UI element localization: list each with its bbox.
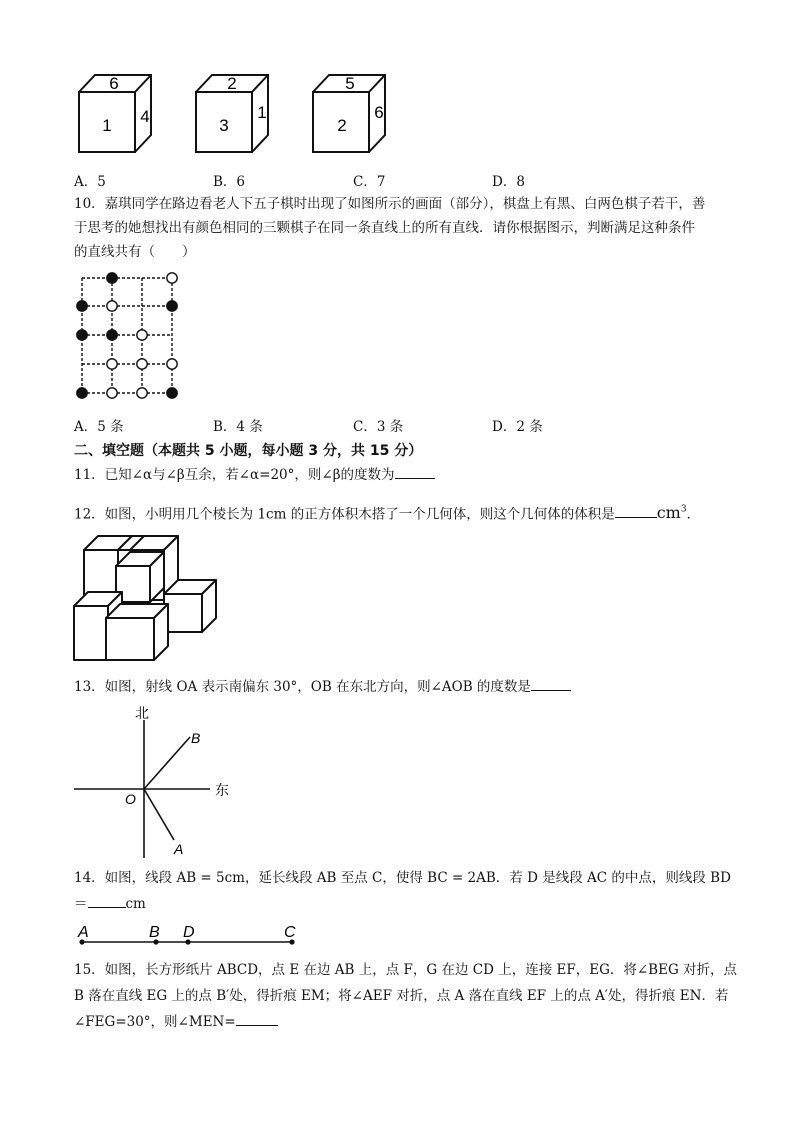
q13-text: 13．如图，射线 OA 表示南偏东 30°，OB 在东北方向，则∠AOB 的度数是 bbox=[74, 679, 531, 695]
cube-3-side: 6 bbox=[374, 103, 384, 122]
q11-answer-blank[interactable] bbox=[395, 464, 435, 479]
point-a-label: A bbox=[174, 841, 184, 857]
east-label: 东 bbox=[215, 783, 229, 799]
q15-text-line3: ∠FEG=30°，则∠MEN= bbox=[74, 1014, 236, 1030]
cube-2-top: 2 bbox=[227, 74, 237, 93]
q13-direction-figure bbox=[70, 700, 240, 860]
cube-1-top: 6 bbox=[109, 74, 119, 93]
q12-unit: $cm^3$ bbox=[656, 503, 687, 523]
q9-option-c: C．7 bbox=[353, 174, 386, 190]
board-grid bbox=[82, 278, 172, 393]
q15-text-line1: 15．如图，长方形纸片 ABCD，点 E 在边 AB 上，点 F，G 在边 CD 上，连接 EF，EG．将∠BEG 对折，点 bbox=[74, 962, 738, 978]
white-stone bbox=[137, 359, 147, 369]
cube-2-side: 1 bbox=[257, 103, 267, 122]
q15-answer-blank[interactable] bbox=[236, 1011, 278, 1026]
q15-question-line3 bbox=[74, 1011, 278, 1032]
q12-blocks-figure bbox=[70, 532, 225, 664]
q14-segment-figure bbox=[70, 918, 310, 950]
point-a-label: A bbox=[78, 924, 89, 941]
q14-unit: cm bbox=[125, 896, 146, 912]
cube-3-front: 2 bbox=[337, 116, 347, 135]
q10-text-line2: 于思考的她想找出有颜色相同的三颗棋子在同一条直线上的所有直线．请你根据图示，判断满足这种条件 bbox=[74, 220, 695, 236]
section-heading-fill-in: 二、填空题（本题共 5 小题，每小题 3 分，共 15 分） bbox=[74, 443, 423, 459]
q14-equals: ＝ bbox=[74, 896, 88, 912]
q14-answer-blank[interactable] bbox=[88, 893, 126, 908]
q10-text-line3: 的直线共有（ ） bbox=[74, 244, 196, 260]
q13-answer-blank[interactable] bbox=[531, 676, 571, 691]
q15-text-line2: B 落在直线 EG 上的点 B′处，得折痕 EM；将∠AEF 对折，点 A 落在直线 EF 上的点 A′处，得折痕 EN．若 bbox=[74, 988, 729, 1004]
q11-question bbox=[74, 464, 435, 485]
white-stone bbox=[137, 330, 147, 340]
q10-text-line1: 10．嘉琪同学在路边看老人下五子棋时出现了如图所示的画面（部分），棋盘上有黑、白两色棋子若干，善 bbox=[74, 196, 706, 212]
white-stone bbox=[107, 301, 117, 311]
black-stone bbox=[167, 301, 177, 311]
black-stone bbox=[77, 388, 87, 398]
point-c-label: C bbox=[284, 924, 296, 941]
white-stone bbox=[137, 388, 147, 398]
white-stone bbox=[167, 359, 177, 369]
black-stone bbox=[107, 330, 117, 340]
q12-period: ． bbox=[686, 506, 701, 523]
q9-option-b: B．6 bbox=[213, 174, 246, 190]
q12-question bbox=[74, 500, 700, 524]
point-o-label: O bbox=[125, 791, 136, 807]
point-b-label: B bbox=[191, 730, 201, 746]
black-stone bbox=[167, 388, 177, 398]
cube-2-front: 3 bbox=[219, 116, 229, 135]
cube-1-side: 4 bbox=[140, 107, 150, 126]
q10-option-c: C．3 条 bbox=[353, 419, 404, 435]
q11-text: 11．已知∠α与∠β互余，若∠α=20°，则∠β的度数为 bbox=[74, 467, 395, 483]
q10-option-b: B．4 条 bbox=[213, 419, 263, 435]
white-stone bbox=[167, 273, 177, 283]
q12-text: 12．如图，小明用几个棱长为 1cm 的正方体积木搭了一个几何体，则这个几何体的体积是 bbox=[74, 506, 615, 523]
q14-question-line2 bbox=[74, 893, 146, 914]
black-stone bbox=[77, 301, 87, 311]
q14-text-line1: 14．如图，线段 AB = 5cm，延长线段 AB 至点 C，使得 BC = 2AB．若 D 是线段 AC 的中点，则线段 BD bbox=[74, 870, 731, 886]
black-stone bbox=[77, 330, 87, 340]
cube-3-top: 5 bbox=[345, 74, 355, 93]
q13-question bbox=[74, 676, 571, 697]
point-b-label: B bbox=[149, 924, 160, 941]
q12-answer-blank[interactable] bbox=[615, 503, 657, 518]
white-stone bbox=[107, 388, 117, 398]
black-stone bbox=[107, 273, 117, 283]
q10-option-d: D．2 条 bbox=[492, 419, 543, 435]
q9-cubes-figure bbox=[70, 70, 410, 160]
q9-option-d: D．8 bbox=[492, 174, 525, 190]
white-stone bbox=[107, 359, 117, 369]
go-board-figure bbox=[70, 268, 185, 408]
cube-1-front: 1 bbox=[102, 116, 112, 135]
q10-option-a: A．5 条 bbox=[74, 419, 124, 435]
q9-option-a: A．5 bbox=[74, 174, 106, 190]
north-label: 北 bbox=[135, 706, 149, 722]
point-d-label: D bbox=[183, 924, 195, 941]
